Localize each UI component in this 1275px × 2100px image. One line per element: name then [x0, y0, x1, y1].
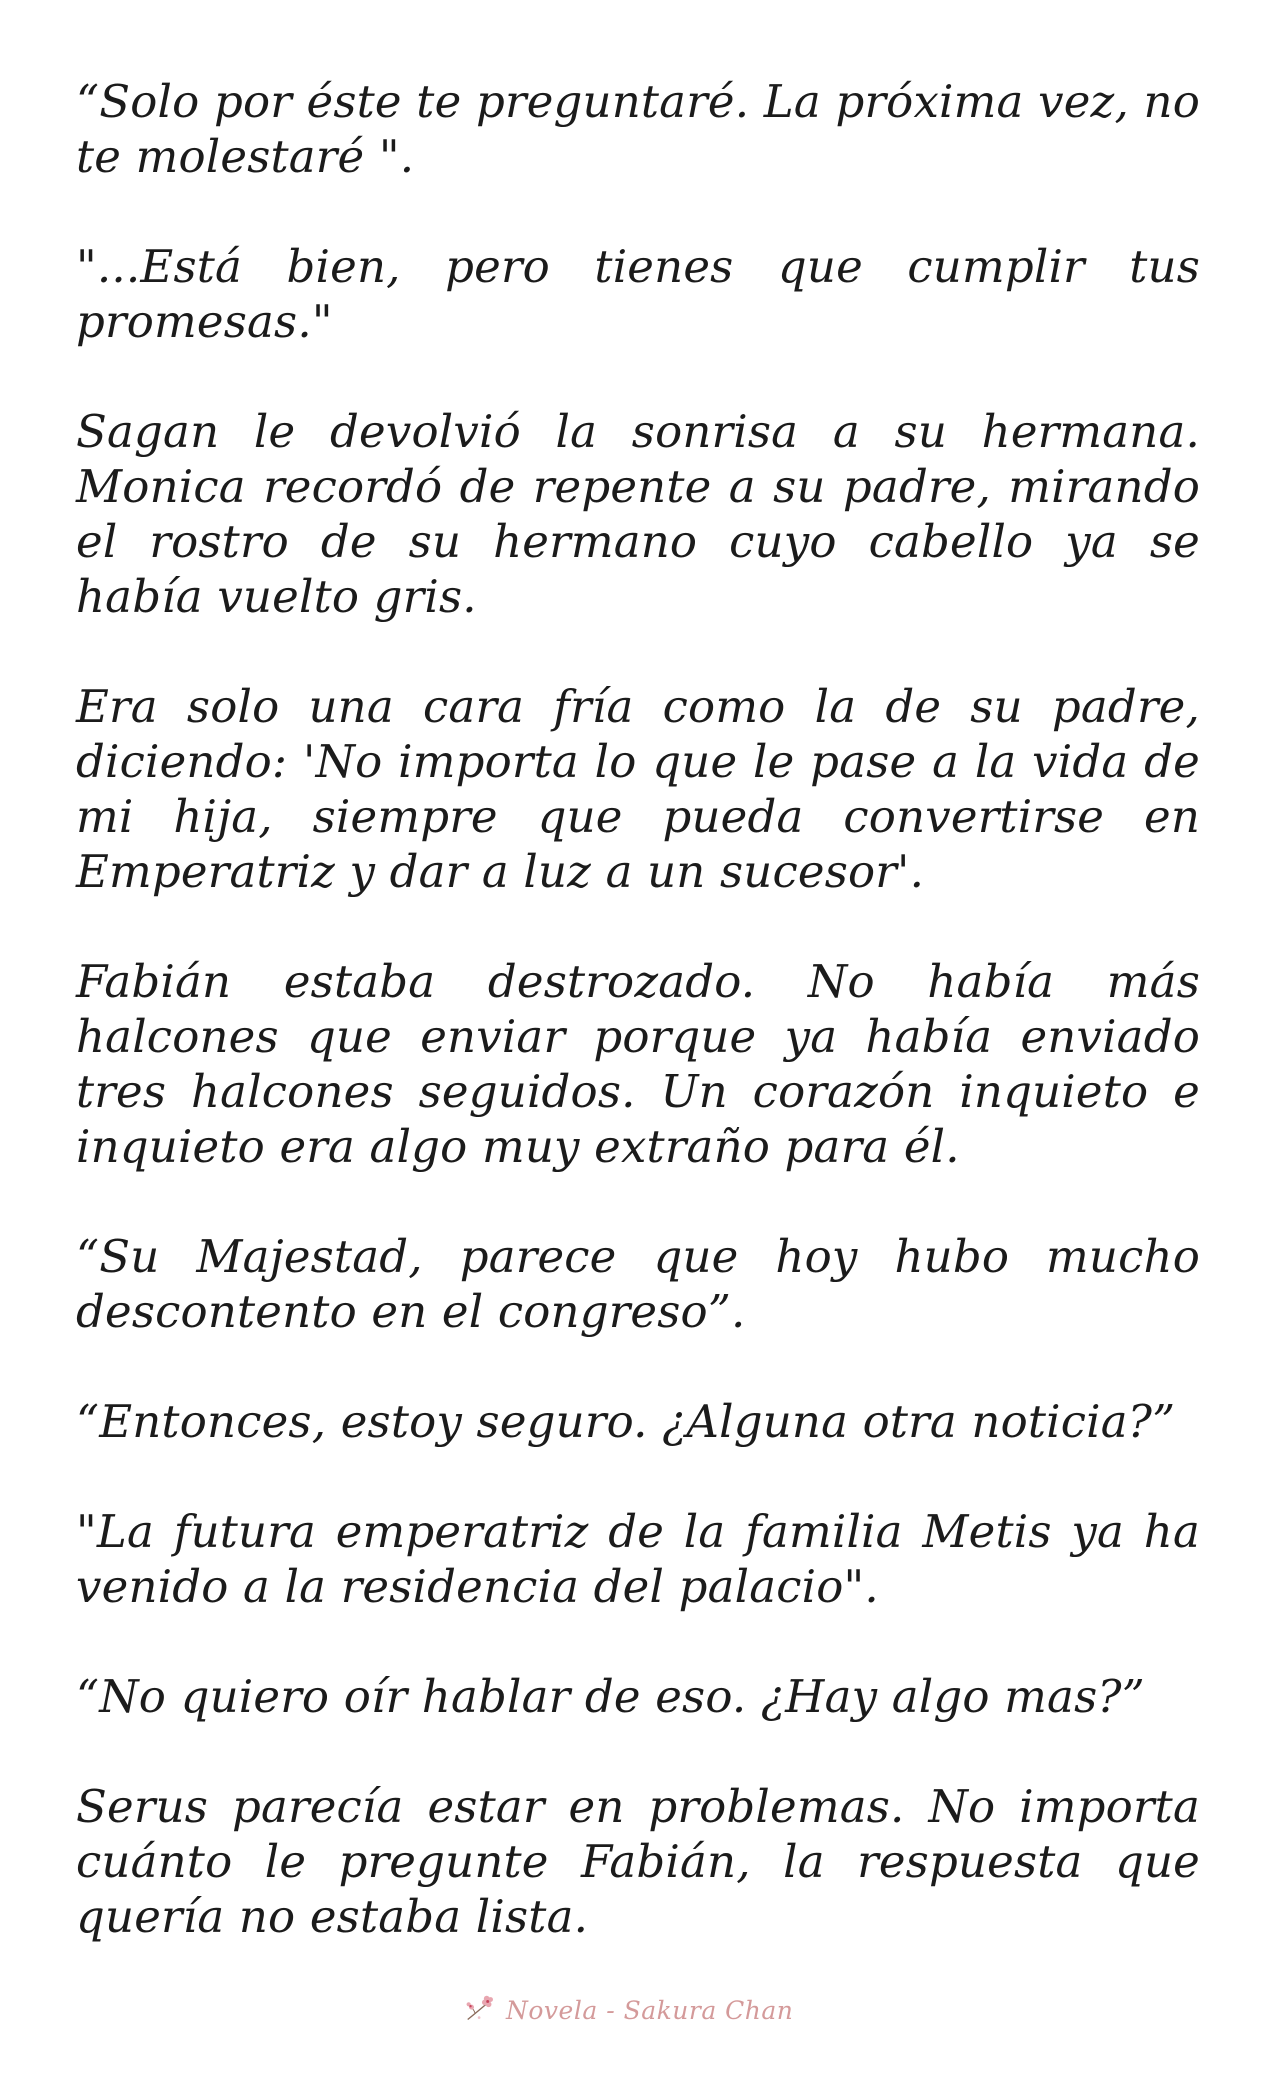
story-text — [76, 74, 1200, 1999]
paragraph: Era solo una cara fría como la de su padre, diciendo: 'No importa lo que le pase a la vida de mi hija, siempre que pueda convertirse en Emperatriz y dar a luz a un sucesor'. — [76, 680, 1200, 898]
paragraph: “Entonces, estoy seguro. ¿Alguna otra noticia?” — [76, 1395, 1176, 1448]
paragraph: “No quiero oír hablar de eso. ¿Hay algo mas?” — [76, 1670, 1145, 1723]
sakura-blossom-icon — [462, 1991, 500, 2029]
watermark — [462, 1991, 793, 2029]
paragraph: Serus parecía estar en problemas. No importa cuánto le pregunte Fabián, la respuesta que quería no estaba lista. — [76, 1780, 1200, 1943]
paragraph: Fabián estaba destrozado. No había más halcones que enviar porque ya había enviado tres halcones seguidos. Un corazón inquieto e inquieto era algo muy extraño para él. — [76, 955, 1200, 1173]
paragraph: "La futura emperatriz de la familia Metis ya ha venido a la residencia del palacio". — [76, 1505, 1200, 1613]
paragraph: “Solo por éste te preguntaré. La próxima vez, no te molestaré ". — [76, 75, 1200, 183]
paragraph: "...Está bien, pero tienes que cumplir tus promesas." — [76, 240, 1200, 348]
watermark-text: Novela - Sakura Chan — [506, 1995, 794, 2025]
paragraph: “Su Majestad, parece que hoy hubo mucho descontento en el congreso”. — [76, 1230, 1200, 1338]
paragraph: Sagan le devolvió la sonrisa a su hermana. Monica recordó de repente a su padre, mirando el rostro de su hermano cuyo cabello ya se había vuelto gris. — [76, 405, 1200, 623]
